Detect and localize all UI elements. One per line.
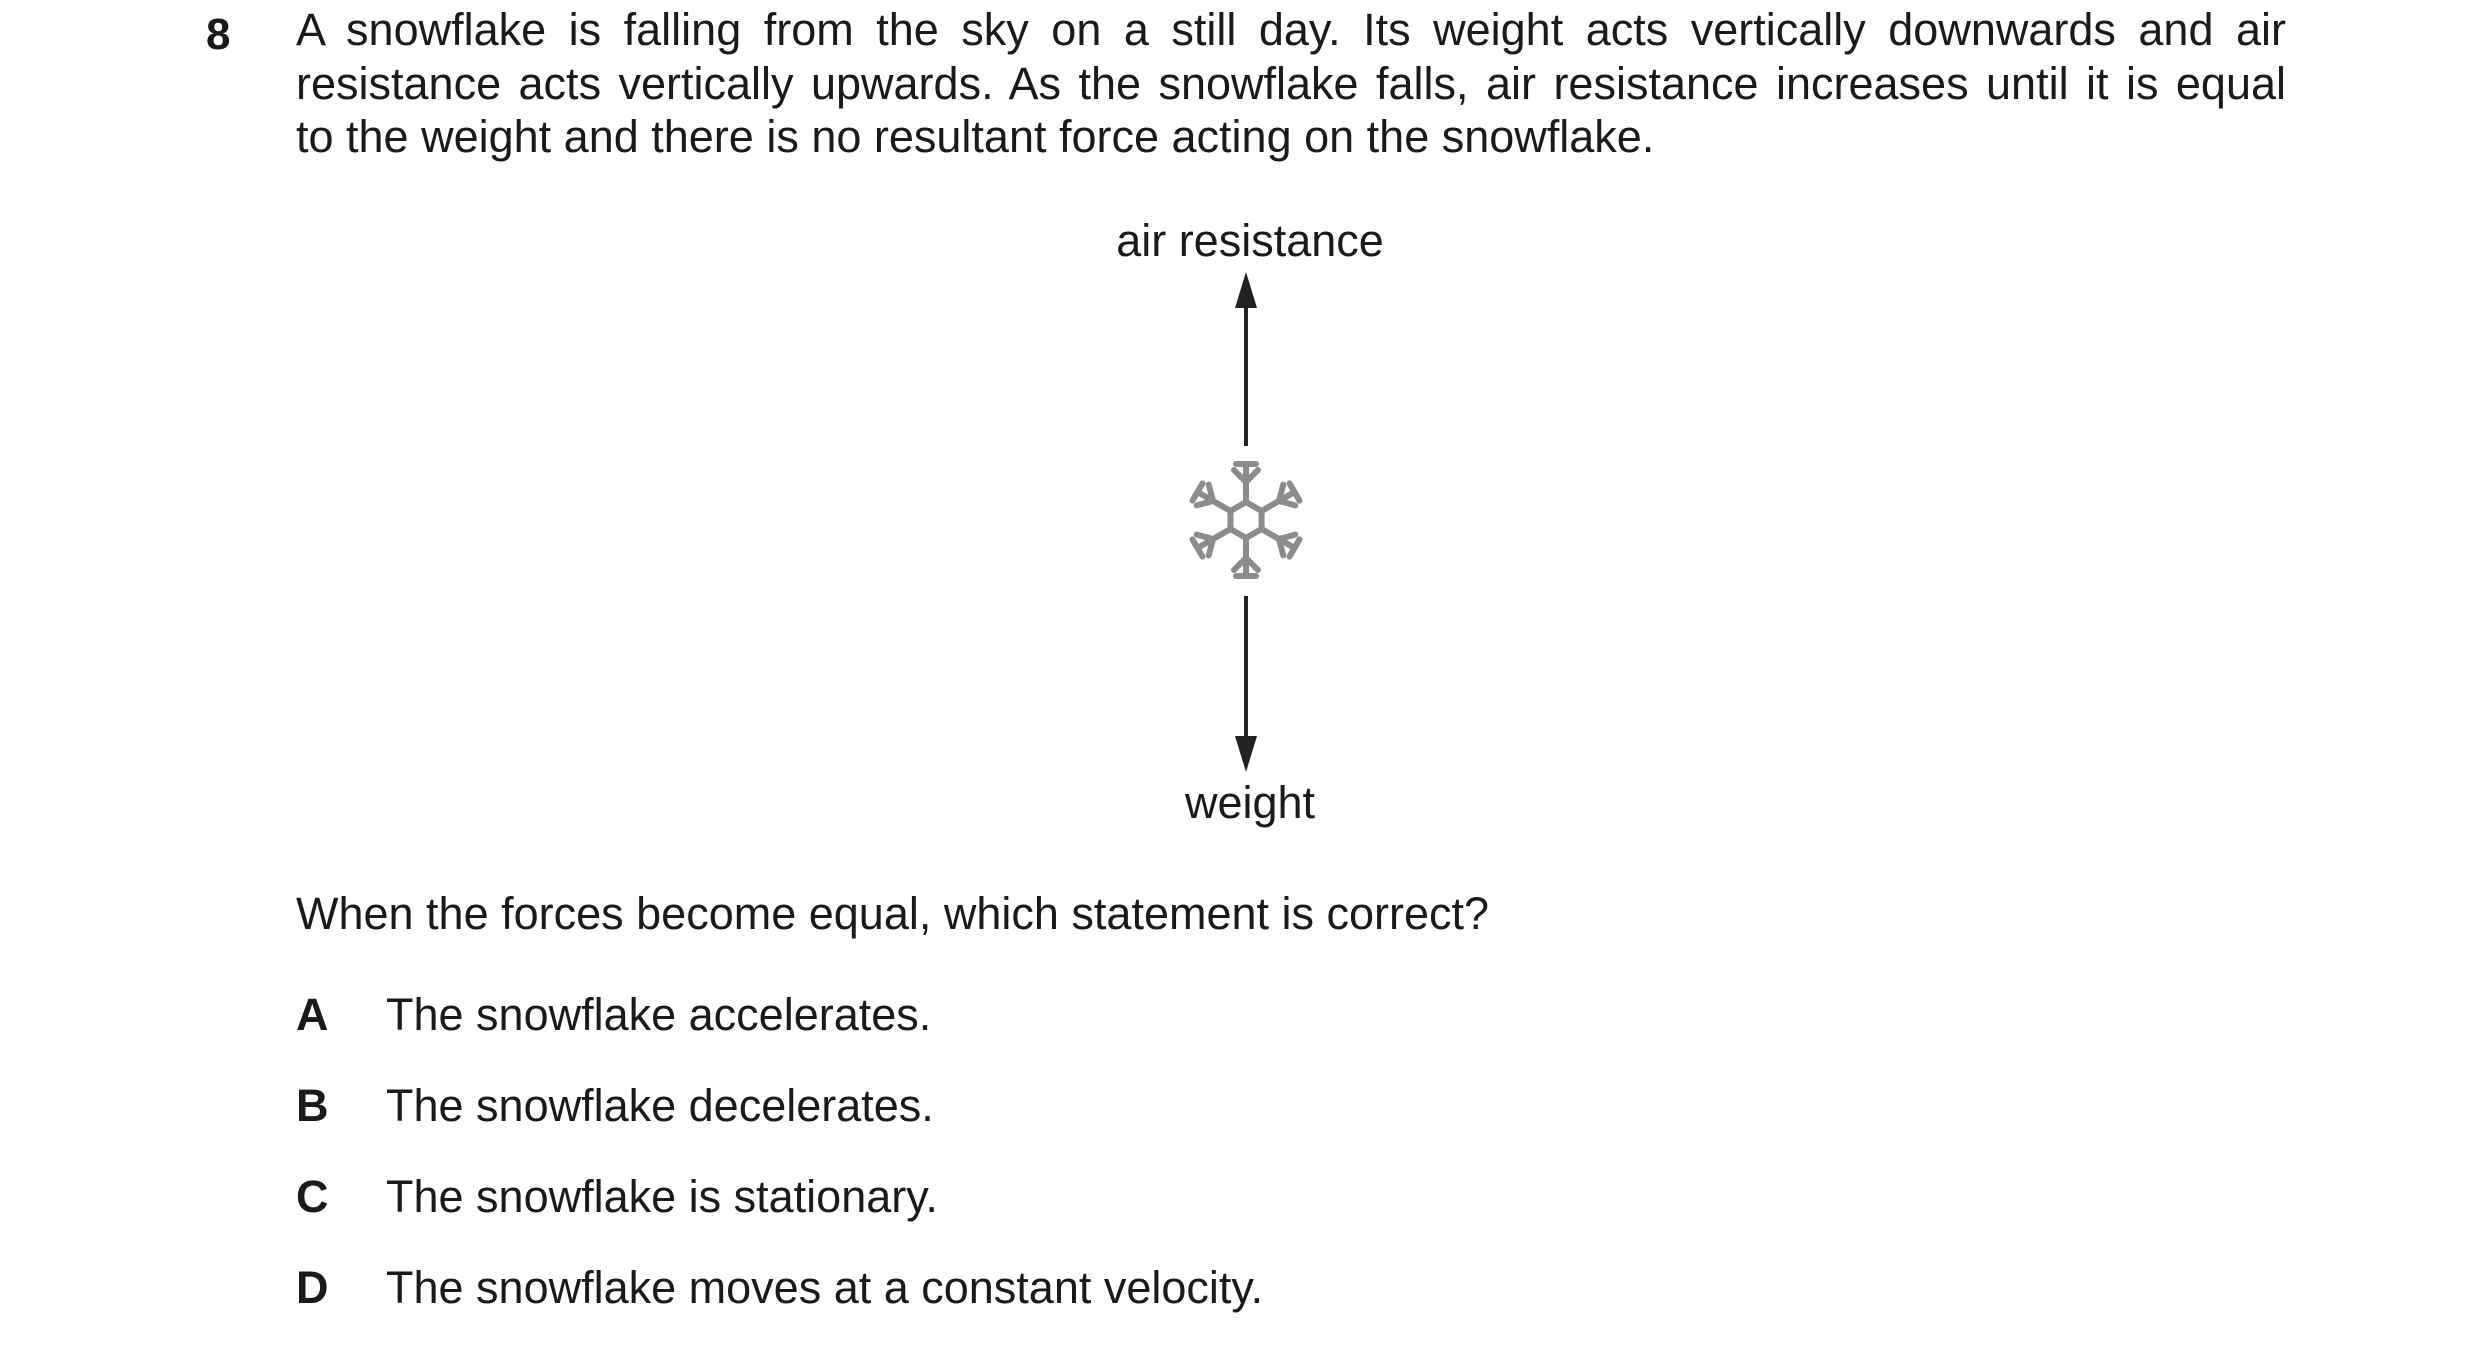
weight-label: weight — [1184, 777, 1316, 828]
arrow-down-icon — [1235, 596, 1257, 772]
option-c[interactable] — [296, 1170, 938, 1224]
air-resistance-label: air resistance — [1116, 215, 1384, 266]
option-b[interactable] — [296, 1079, 934, 1133]
option-letter: D — [296, 1262, 329, 1313]
option-text: The snowflake moves at a constant velocity. — [386, 1262, 1264, 1313]
question-number: 8 — [206, 10, 231, 59]
option-d[interactable] — [296, 1261, 1263, 1315]
arrow-up-icon — [1235, 272, 1257, 446]
option-letter: C — [296, 1171, 329, 1222]
stem-line: to the weight and there is no resultant force acting on the snowflake. — [296, 111, 1655, 162]
option-letter: A — [296, 989, 329, 1040]
question-stem — [296, 3, 2286, 164]
option-a[interactable] — [296, 988, 931, 1042]
question-prompt: When the forces become equal, which statement is correct? — [296, 888, 1490, 939]
snowflake-icon — [1192, 464, 1301, 576]
stem-line: resistance acts vertically upwards. As the snowflake falls, air resistance increases until it is equal — [296, 57, 2286, 109]
option-text: The snowflake is stationary. — [386, 1171, 938, 1222]
stem-line: A snowflake is falling from the sky on a still day. Its weight acts vertically downwards and air — [296, 4, 2286, 55]
option-text: The snowflake decelerates. — [386, 1080, 934, 1131]
option-letter: B — [296, 1080, 329, 1131]
option-text: The snowflake accelerates. — [386, 989, 932, 1040]
